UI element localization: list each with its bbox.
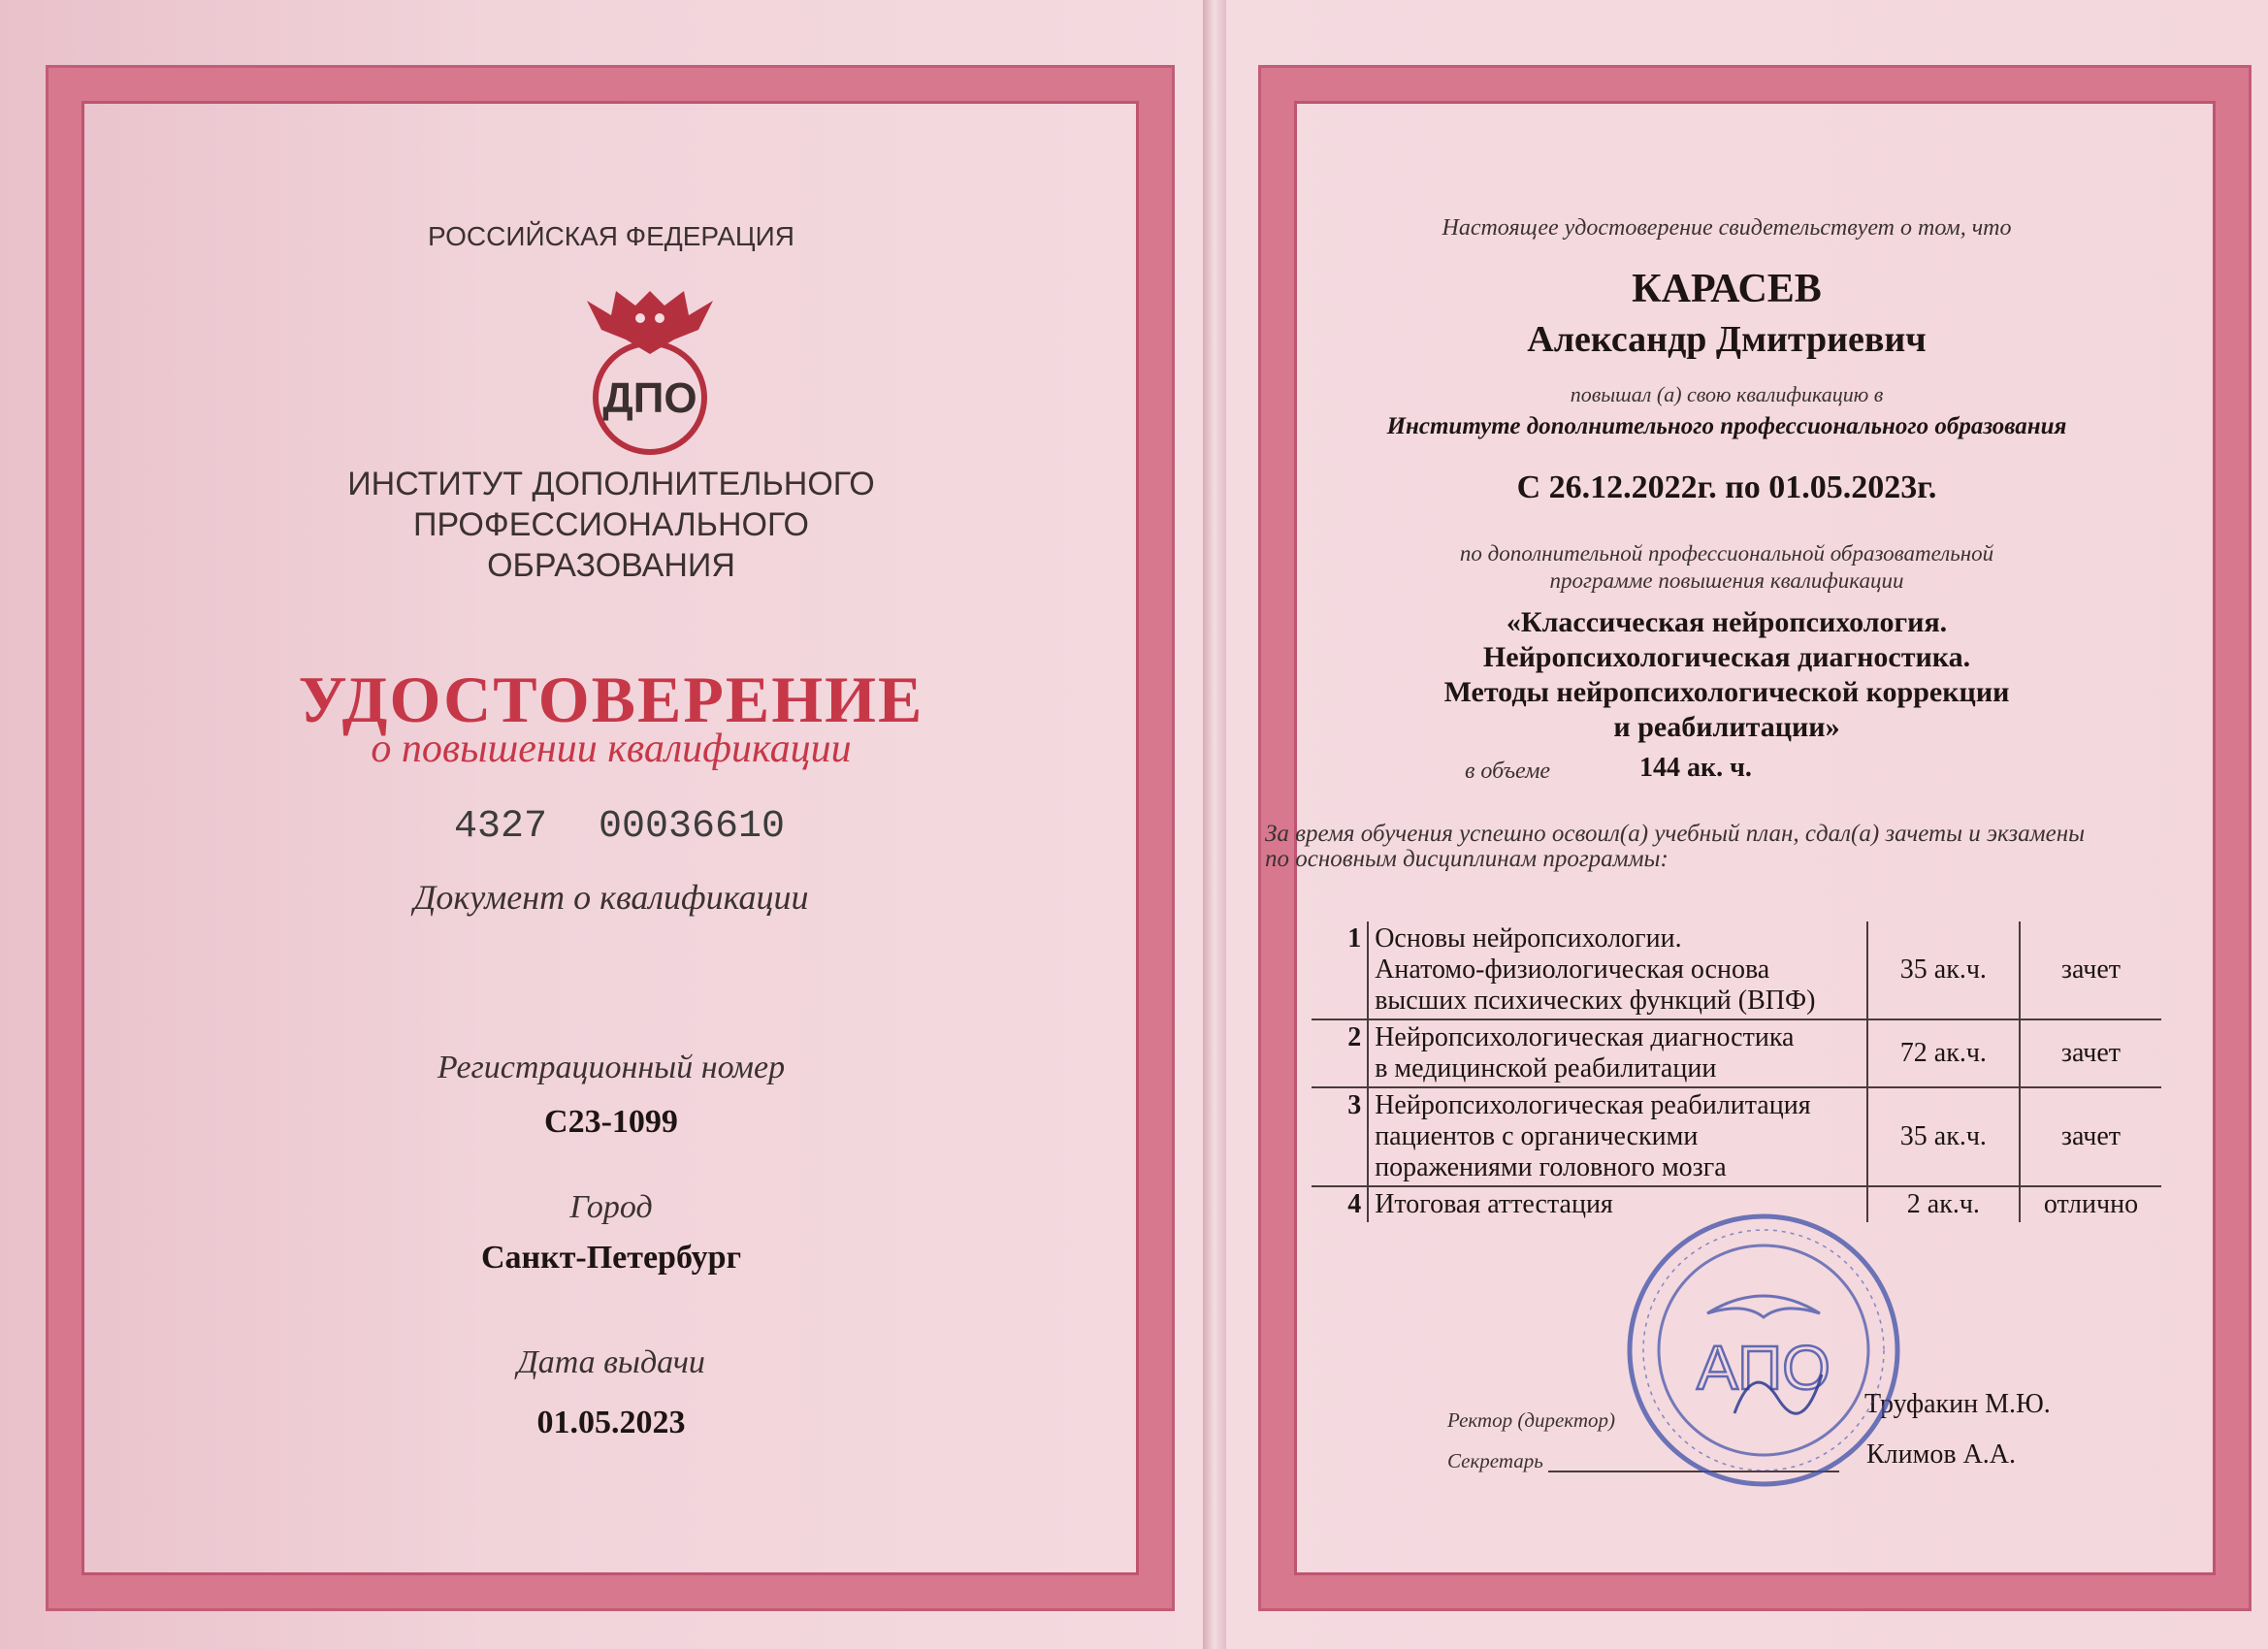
discipline-number: 4 (1312, 1186, 1368, 1222)
seal-text: АПО (1697, 1333, 1831, 1403)
study-period: С 26.12.2022г. по 01.05.2023г. (1516, 469, 1937, 505)
logo-text: ДПО (602, 374, 697, 422)
document-series: 4327 (454, 805, 548, 849)
discipline-name-line: Анатомо-физиологическая основа (1375, 954, 1770, 985)
rector-label: Ректор (директор) (1447, 1408, 1615, 1432)
discipline-grade: зачет (2020, 1087, 2161, 1186)
city-label: Город (569, 1189, 653, 1225)
book-spine (1203, 0, 1226, 1649)
institute-line: ИНСТИТУТ ДОПОЛНИТЕЛЬНОГО (347, 466, 875, 502)
discipline-name-line: Итоговая аттестация (1375, 1189, 1613, 1219)
issue-date: 01.05.2023 (536, 1405, 686, 1440)
discipline-number: 3 (1312, 1087, 1368, 1186)
program-title-line: Нейропсихологическая диагностика. (1482, 641, 1971, 673)
discipline-grade: отлично (2020, 1186, 2161, 1222)
discipline-name-line: поражениями головного мозга (1375, 1152, 1727, 1182)
program-intro: программе повышения квалификации (1549, 568, 1904, 593)
discipline-name-line: высших психических функций (ВПФ) (1375, 986, 1816, 1016)
holder-surname: КАРАСЕВ (1632, 267, 1822, 311)
program-intro: по дополнительной профессиональной образовательной (1459, 541, 1994, 566)
volume-value: 144 ак. ч. (1639, 753, 1752, 783)
institute-name (320, 464, 902, 586)
institute-line: ОБРАЗОВАНИЯ (487, 547, 735, 584)
rector-name: Труфакин М.Ю. (1864, 1389, 2051, 1419)
registration-label: Регистрационный номер (437, 1050, 786, 1085)
institute-line: ПРОФЕССИОНАЛЬНОГО (413, 506, 809, 543)
program-title (1290, 605, 2163, 745)
disciplines-table (1312, 922, 2161, 1222)
official-seal (1618, 1205, 1909, 1496)
document-kind: Документ о квалификации (413, 878, 809, 917)
table-row (1312, 1087, 2161, 1186)
discipline-grade: зачет (2020, 922, 2161, 1019)
holder-given-name: Александр Дмитриевич (1527, 319, 1927, 360)
document-number: 00036610 (599, 805, 786, 849)
discipline-name-line: пациентов с органическими (1375, 1121, 1699, 1151)
registration-number: С23-1099 (544, 1104, 678, 1140)
discipline-grade: зачет (2020, 1019, 2161, 1087)
country-name: РОССИЙСКАЯ ФЕДЕРАЦИЯ (428, 221, 794, 251)
program-title-line: Методы нейропсихологической коррекции (1443, 676, 2010, 708)
discipline-name-line: Основы нейропсихологии. (1375, 923, 1682, 954)
discipline-name (1368, 922, 1867, 1019)
document-subtitle: о повышении квалификации (371, 727, 852, 771)
discipline-hours: 35 ак.ч. (1867, 922, 2020, 1019)
secretary-label: Секретарь (1447, 1449, 1543, 1472)
discipline-name (1368, 1087, 1867, 1186)
study-summary: За время обучения успешно освоил(а) учебный план, сдал(а) зачеты и экзамены (1265, 821, 2086, 847)
discipline-number: 2 (1312, 1019, 1368, 1087)
program-title-line: и реабилитации» (1613, 711, 1840, 743)
volume-label: в объеме (1465, 759, 1551, 784)
discipline-name (1368, 1019, 1867, 1087)
document-title: УДОСТОВЕРЕНИЕ (298, 663, 924, 736)
issue-date-label: Дата выдачи (517, 1344, 705, 1380)
qualification-statement: повышал (а) свою квалификацию в (1570, 382, 1884, 406)
dpo-logo (558, 272, 742, 456)
discipline-number: 1 (1312, 922, 1368, 1019)
discipline-hours: 35 ак.ч. (1867, 1087, 2020, 1186)
table-row (1312, 922, 2161, 1019)
discipline-name-line: Нейропсихологическая диагностика (1375, 1022, 1795, 1052)
institution-name: Институте дополнительного профессионального образования (1386, 413, 2067, 439)
program-title-line: «Классическая нейропсихология. (1506, 606, 1948, 638)
discipline-hours: 72 ак.ч. (1867, 1019, 2020, 1087)
bird-icon (1707, 1296, 1820, 1317)
secretary-name: Климов А.А. (1866, 1439, 2017, 1470)
table-row (1312, 1019, 2161, 1087)
discipline-name-line: Нейропсихологическая реабилитация (1375, 1090, 1811, 1120)
certificate-intro: Настоящее удостоверение свидетельствует о том, что (1442, 215, 2012, 241)
study-summary: по основным дисциплинам программы: (1265, 846, 1669, 872)
discipline-hours: 2 ак.ч. (1867, 1186, 2020, 1222)
city-value: Санкт-Петербург (480, 1240, 742, 1276)
discipline-name-line: в медицинской реабилитации (1375, 1053, 1717, 1083)
